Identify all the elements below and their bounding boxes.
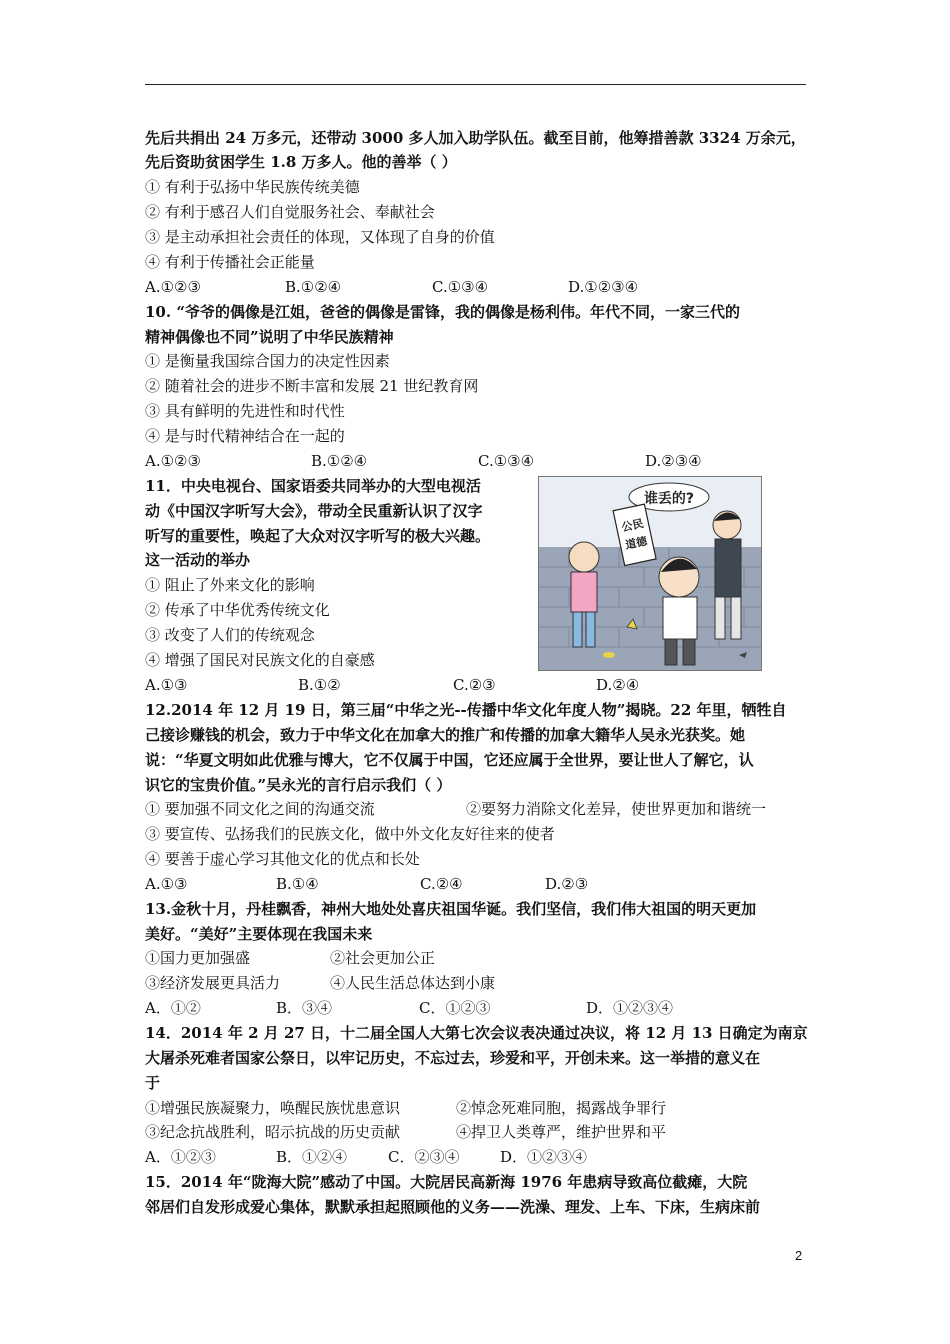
q13-option-b: B．③④	[276, 999, 333, 1017]
q14-item-4: ④捍卫人类尊严，维护世界和平	[456, 1123, 667, 1141]
q14-item-3: ③纪念抗战胜利，昭示抗战的历史贡献	[145, 1123, 401, 1141]
q10-item-4: ④ 是与时代精神结合在一起的	[145, 427, 345, 445]
q11-stem-line4: 这一活动的举办	[145, 551, 251, 569]
q12-option-d: D.②③	[545, 875, 589, 893]
q14-item-1: ①增强民族凝聚力，唤醒民族忧患意识	[145, 1099, 401, 1117]
q13-item-2: ②社会更加公正	[330, 949, 436, 967]
sign-text-line1: 公民	[620, 516, 645, 535]
q9-option-b: B.①②④	[285, 278, 342, 296]
q9-option-c: C.①③④	[432, 278, 489, 296]
q13-item-3: ③经济发展更具活力	[145, 974, 281, 992]
q9-options	[145, 277, 805, 297]
q9-item-4: ④ 有利于传播社会正能量	[145, 253, 315, 271]
q11-item-4: ④ 增强了国民对民族文化的自豪感	[145, 651, 375, 669]
q11-option-d: D.②④	[596, 676, 640, 694]
q12-stem-line1: 12.2014 年 12 月 19 日，第三届“中华之光--传播中华文化年度人物”揭晓。22 年里，牺牲自	[145, 701, 787, 719]
q12-option-b: B.①④	[276, 875, 319, 893]
q10-option-c: C.①③④	[478, 452, 535, 470]
q10-option-d: D.②③④	[645, 452, 702, 470]
q10-option-a: A.①②③	[145, 452, 201, 470]
q12-option-a: A.①③	[145, 875, 188, 893]
q11-stem-line1: 11．中央电视台、国家语委共同举办的大型电视活	[145, 477, 481, 495]
q14-option-d: D．①②③④	[500, 1148, 588, 1166]
q10-stem-line1: 10. “爷爷的偶像是江姐，爸爸的偶像是雷锋，我的偶像是杨利伟。年代不同，一家三代的	[145, 303, 740, 321]
q12-item-1: ① 要加强不同文化之间的沟通交流	[145, 800, 375, 818]
q9-option-d: D.①②③④	[568, 278, 639, 296]
q11-item-3: ③ 改变了人们的传统观念	[145, 626, 315, 644]
q14-stem-line3: 于	[145, 1074, 161, 1092]
q10-options	[145, 451, 805, 471]
q14-option-a: A．①②③	[145, 1148, 216, 1166]
q14-options	[145, 1147, 805, 1167]
q9-item-2: ② 有利于感召人们自觉服务社会、奉献社会	[145, 203, 435, 221]
q13-option-a: A．①②	[145, 999, 201, 1017]
q10-stem-line2: 精神偶像也不同”说明了中华民族精神	[145, 328, 394, 346]
q10-item-1: ① 是衡量我国综合国力的决定性因素	[145, 352, 390, 370]
q13-stem-line2: 美好。“美好”主要体现在我国未来	[145, 925, 373, 943]
q12-stem-line4: 识它的宝贵价值。”吴永光的言行启示我们（ ）	[145, 776, 452, 794]
q14-option-b: B．①②④	[276, 1148, 348, 1166]
q11-stem-line2: 动《中国汉字听写大会》，带动全民重新认识了汉字	[145, 502, 483, 520]
q14-item-2: ②悼念死难同胞，揭露战争罪行	[456, 1099, 667, 1117]
q13-item-1: ①国力更加强盛	[145, 949, 251, 967]
cartoon-caption: 谁丢的?	[643, 491, 695, 507]
q12-item-3: ③ 要宣传、弘扬我们的民族文化，做中外文化友好往来的使者	[145, 825, 555, 843]
civic-morality-cartoon	[538, 476, 762, 671]
q15-stem-line2: 邻居们自发形成爱心集体，默默承担起照顾他的义务——洗澡、理发、上车、下床，生病床前	[145, 1198, 761, 1216]
q10-option-b: B.①②④	[311, 452, 368, 470]
q9-item-1: ① 有利于弘扬中华民族传统美德	[145, 178, 360, 196]
q12-options	[145, 874, 805, 894]
q13-option-d: D．①②③④	[586, 999, 674, 1017]
q13-stem-line1: 13.金秋十月，丹桂飘香，神州大地处处喜庆祖国华诞。我们坚信，我们伟大祖国的明天更加	[145, 900, 757, 918]
q12-option-c: C.②④	[420, 875, 463, 893]
q10-item-3: ③ 具有鲜明的先进性和时代性	[145, 402, 345, 420]
q9-option-a: A.①②③	[145, 278, 201, 296]
q14-stem-line1: 14．2014 年 2 月 27 日，十二届全国人大第七次会议表决通过决议，将 12 月 13 日确定为南京	[145, 1024, 808, 1042]
q13-item-4: ④人民生活总体达到小康	[330, 974, 496, 992]
q9-stem-line1: 先后共捐出 24 万多元，还带动 3000 多人加入助学队伍。截至目前，他筹措善款 3324 万余元，	[145, 129, 806, 147]
q11-item-2: ② 传承了中华优秀传统文化	[145, 601, 330, 619]
q12-item-2: ②要努力消除文化差异，使世界更加和谐统一	[466, 800, 767, 818]
q14-option-c: C．②③④	[388, 1148, 460, 1166]
q11-option-b: B.①②	[298, 676, 341, 694]
q13-options	[145, 998, 805, 1018]
q14-stem-line2: 大屠杀死难者国家公祭日，以牢记历史，不忘过去，珍爱和平，开创未来。这一举措的意义在	[145, 1049, 761, 1067]
q12-stem-line3: 说：“华夏文明如此优雅与博大，它不仅属于中国，它还应属于全世界，要让世人了解它，认	[145, 751, 754, 769]
q12-stem-line2: 己接诊赚钱的机会，致力于中华文化在加拿大的推广和传播的加拿大籍华人吴永光获奖。她	[145, 726, 746, 744]
q11-item-1: ① 阻止了外来文化的影响	[145, 576, 315, 594]
q9-stem-line2: 先后资助贫困学生 1.8 万多人。他的善举（ ）	[145, 153, 457, 171]
q11-option-a: A.①③	[145, 676, 188, 694]
q11-options	[145, 675, 805, 695]
sign-text-line2: 道德	[624, 534, 649, 552]
q12-item-4: ④ 要善于虚心学习其他文化的优点和长处	[145, 850, 420, 868]
q11-option-c: C.②③	[453, 676, 496, 694]
q10-item-2: ② 随着社会的进步不断丰富和发展 21 世纪教育网	[145, 377, 479, 395]
q9-item-3: ③ 是主动承担社会责任的体现，又体现了自身的价值	[145, 228, 495, 246]
q11-stem-line3: 听写的重要性，唤起了大众对汉字听写的极大兴趣。	[145, 527, 491, 545]
page-number: 2	[795, 1248, 803, 1263]
q13-option-c: C．①②③	[419, 999, 491, 1017]
header-rule	[145, 84, 806, 85]
q15-stem-line1: 15．2014 年“陇海大院”感动了中国。大院居民高新海 1976 年患病导致高位截瘫，大院	[145, 1173, 748, 1191]
